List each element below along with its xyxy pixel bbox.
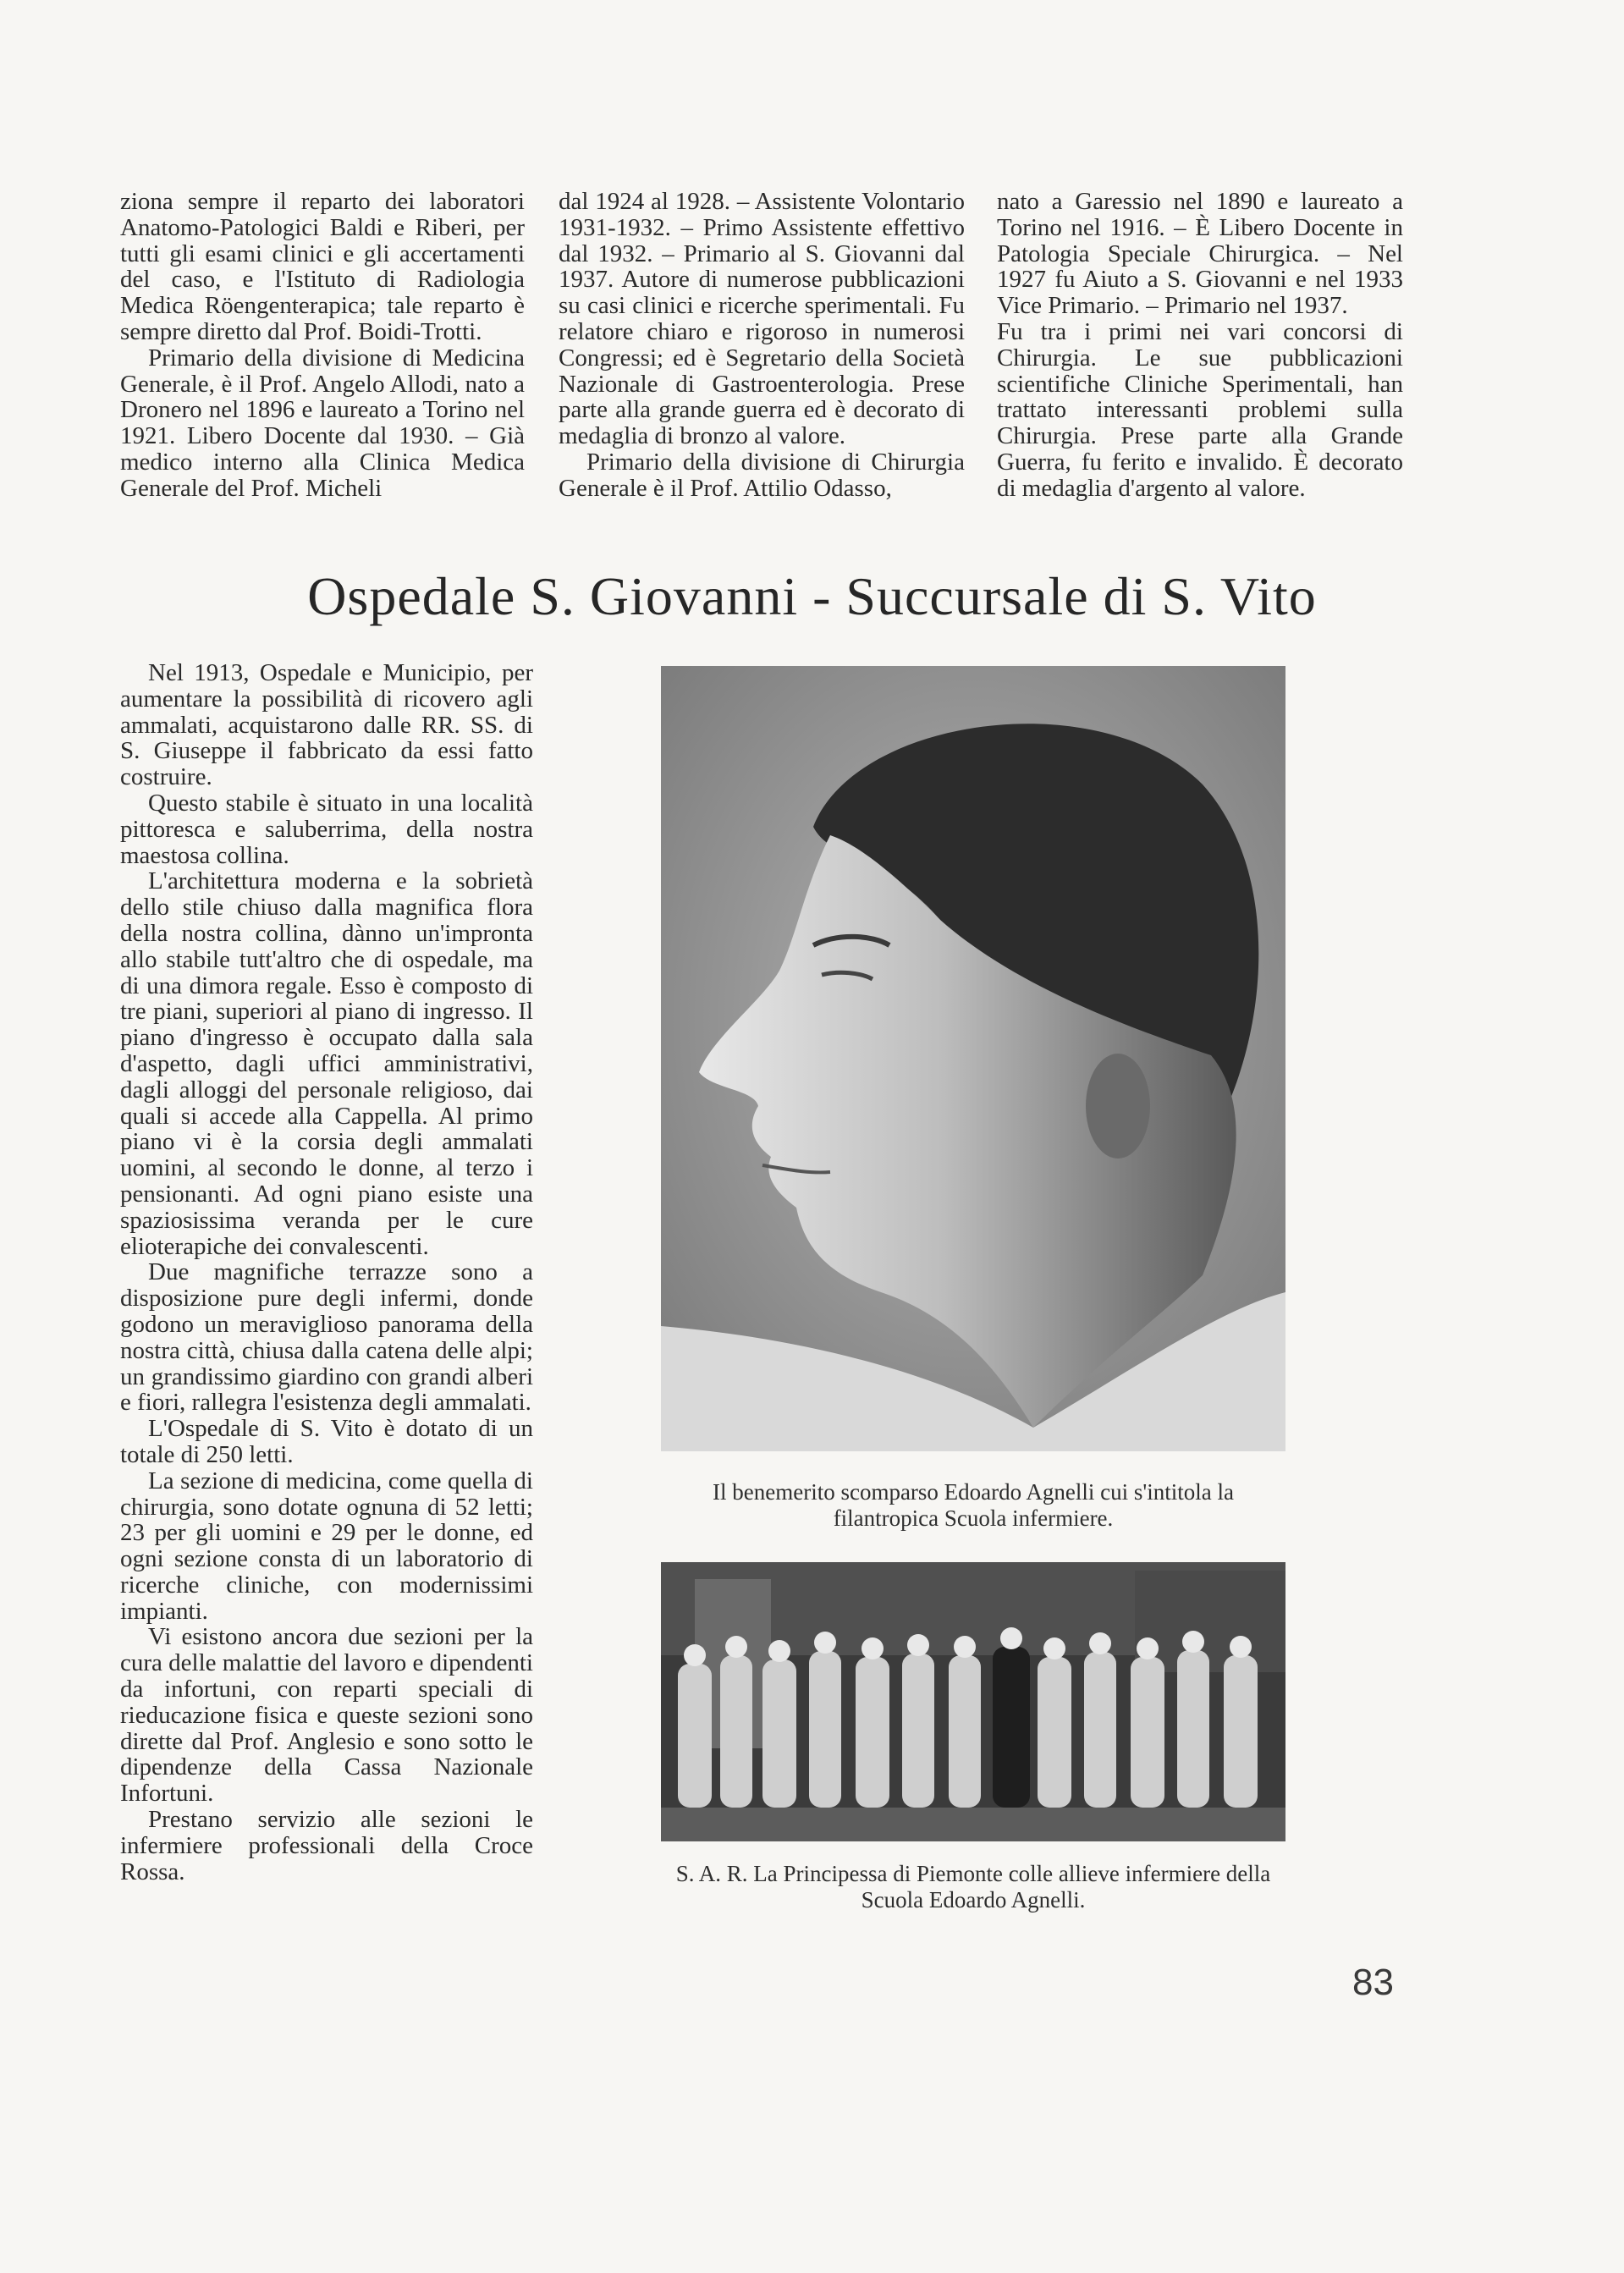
top-text-column-1 (120, 189, 525, 502)
page-number: 83 (1352, 1962, 1394, 2003)
paragraph: Primario della divisione di Medicina Generale, è il Prof. Angelo Allodi, nato a Dronero nel 1896 e laureato a Torino nel 1921. Libero Docente dal 1930. – Già medico interno alla Clinica Medica Generale del Prof. Micheli (120, 344, 525, 502)
paragraph: L'Ospedale di S. Vito è dotato di un totale di 250 letti. (120, 1415, 533, 1468)
paragraph: Nel 1913, Ospedale e Municipio, per aumentare la possibilità di ricovero agli ammalati, acquistarono dalle RR. SS. di S. Giuseppe il fabbricato da essi fatto costruire. (120, 659, 533, 791)
section-heading: Ospedale S. Giovanni - Succursale di S. Vito (307, 566, 1317, 626)
paragraph: Vi esistono ancora due sezioni per la cura delle malattie del lavoro e dipendenti da infortuni, con reparti speciali di rieducazione fisica e queste sezioni sono dirette dal Prof. Anglesio e sono sotto le dipendenze della Cassa Nazionale Infortuni. (120, 1623, 533, 1808)
group-photo-caption: S. A. R. La Principessa di Piemonte colle allieve infermiere della Scuola Edoardo Agnelli. (675, 1861, 1271, 1913)
paragraph: nato a Garessio nel 1890 e laureato a Torino nel 1916. – È Libero Docente in Patologia Speciale Chirurgica. – Nel 1927 fu Aiuto a S. Giovanni e nel 1933 Vice Primario. – Primario nel 1937. (997, 188, 1403, 320)
paragraph: La sezione di medicina, come quella di chirurgia, sono dotate ognuna di 52 letti; 23 per gli uomini e 29 per le donne, ed ogni sezione consta di un laboratorio di ricerche cliniche, con modernissimi impianti. (120, 1467, 533, 1625)
paragraph: Questo stabile è situato in una località pittoresca e saluberrima, della nostra maestosa collina. (120, 789, 533, 869)
body-text-column (120, 660, 533, 1885)
paragraph: L'architettura moderna e la sobrietà dello stile chiuso dalla magnifica flora della nostra collina, dànno un'impronta allo stabile tutt'altro che di ospedale, ma di una dimora regale. Esso è composto di tre piani, superiori al piano di ingresso. Il piano d'ingresso è occupato dalla sala d'aspetto, dagli uffici amministrativi, dagli alloggi del personale religioso, dai quali si accede alla Cappella. Al primo piano vi è la corsia degli ammalati uomini, al secondo le donne, al terzo i pensionanti. Ad ogni piano esiste una spaziosissima veranda per le cure elioterapiche dei convalescenti. (120, 867, 533, 1260)
paragraph: ziona sempre il reparto dei laboratori Anatomo-Patologici Baldi e Riberi, per tutti gli esami clinici e gli accertamenti del caso, e l'Istituto di Radiologia Medica Röengenterapica; tale reparto è sempre diretto dal Prof. Boidi-Trotti. (120, 188, 525, 345)
paragraph: Primario della divisione di Chirurgia Generale è il Prof. Attilio Odasso, (559, 448, 965, 502)
paragraph: Due magnifiche terrazze sono a disposizione pure degli infermi, donde godono un meraviglioso panorama della nostra città, chiusa dalla catena delle alpi; un grandissimo giardino con grandi alberi e fiori, rallegra l'esistenza degli ammalati. (120, 1258, 533, 1417)
group-photo (661, 1562, 1285, 1841)
top-text-column-2 (559, 189, 965, 502)
paragraph: Fu tra i primi nei vari concorsi di Chirurgia. Le sue pubblicazioni scientifiche Cliniche Sperimentali, han trattato interessanti problemi sulla Chirurgia. Prese parte alla Grande Guerra, fu ferito e invalido. È decorato di medaglia d'argento al valore. (997, 317, 1403, 502)
portrait-image (661, 666, 1285, 1451)
portrait-photo (661, 666, 1285, 1451)
paragraph: dal 1924 al 1928. – Assistente Volontario 1931-1932. – Primo Assistente effettivo dal 1932. – Primario al S. Giovanni dal 1937. Autore di numerose pubblicazioni su casi clinici e ricerche sperimentali. Fu relatore chiaro e rigoroso in numerosi Congressi; ed è Segretario della Società Nazionale di Gastroenterologia. Prese parte alla grande guerra ed è decorato di medaglia di bronzo al valore. (559, 188, 965, 450)
group-image (661, 1562, 1285, 1841)
top-text-column-3 (997, 189, 1403, 502)
paragraph: Prestano servizio alle sezioni le infermiere professionali della Croce Rossa. (120, 1806, 533, 1885)
portrait-caption: Il benemerito scomparso Edoardo Agnelli cui s'intitola la filantropica Scuola infermiere. (713, 1479, 1234, 1531)
